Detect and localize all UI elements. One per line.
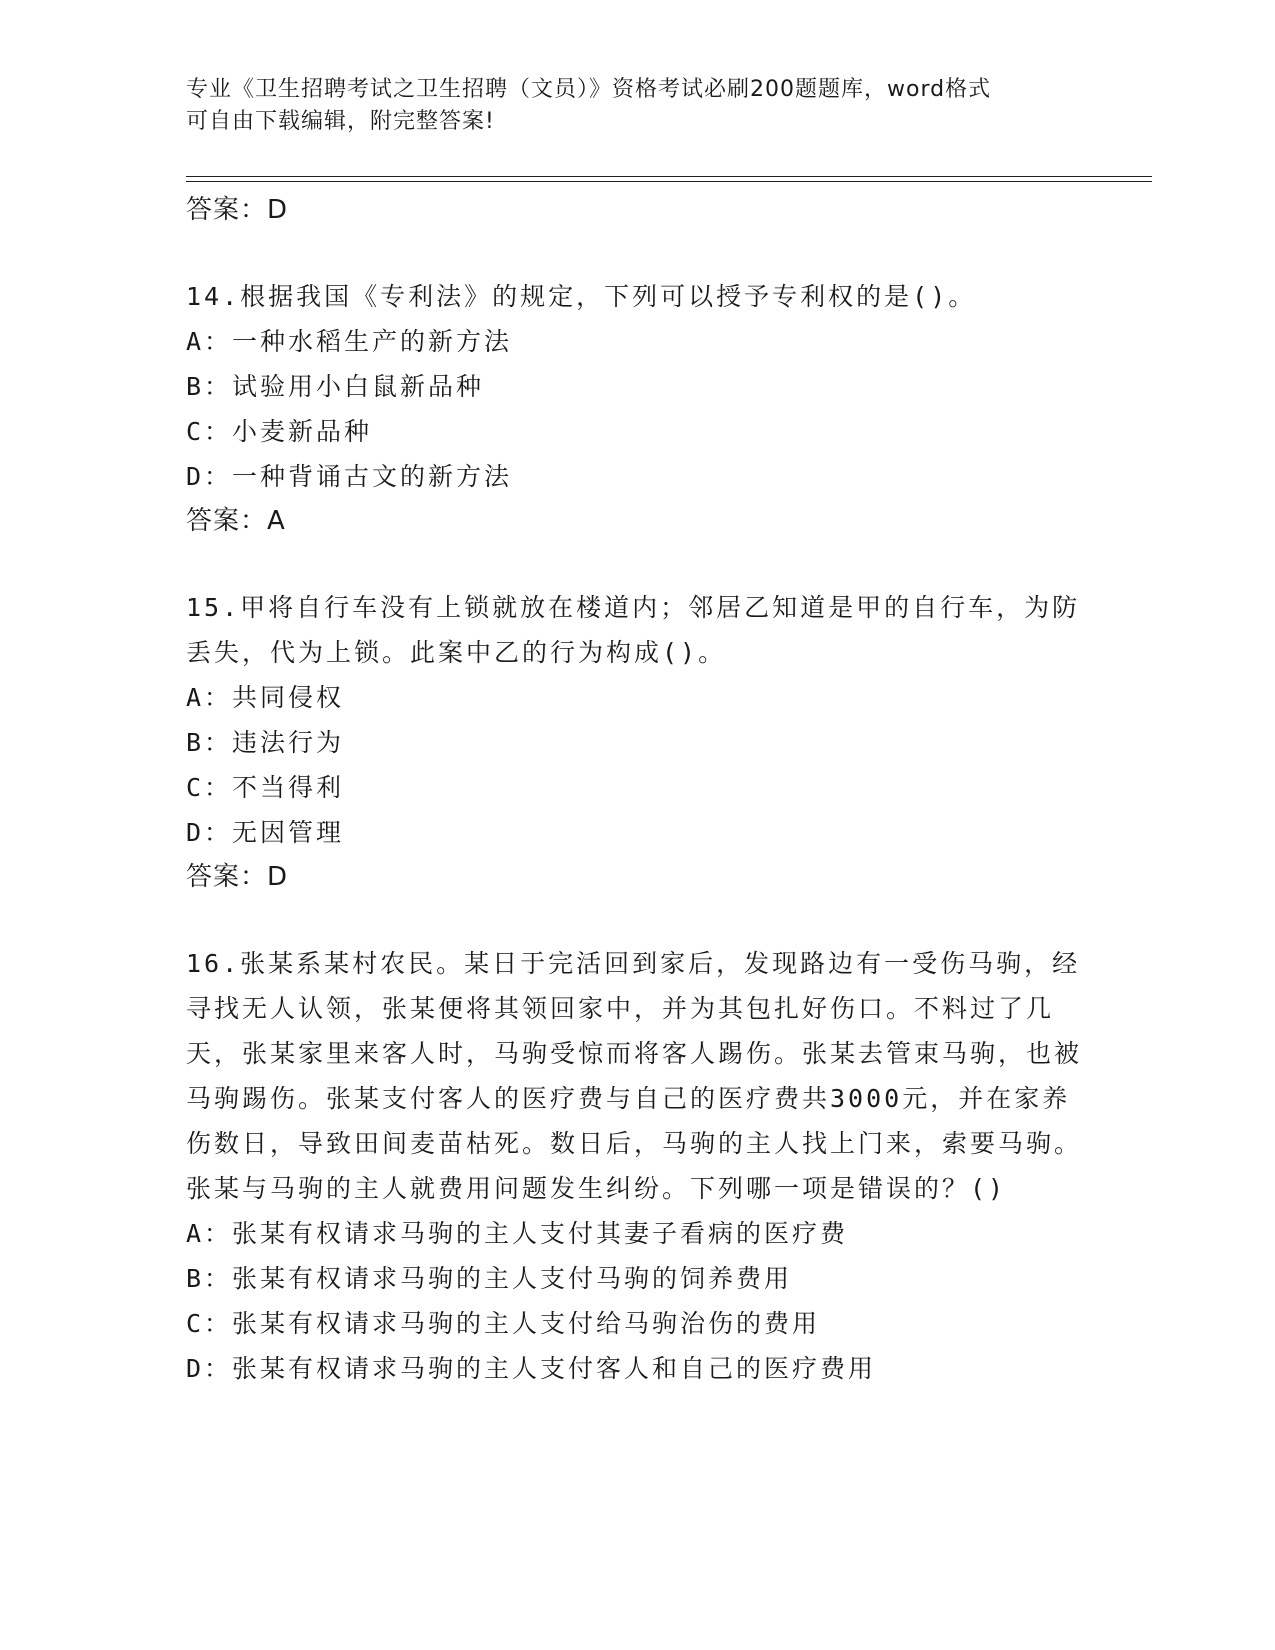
question-stem: 15.甲将自行车没有上锁就放在楼道内；邻居乙知道是甲的自行车，为防丢失，代为上锁。此案中乙的行为构成()。 — [186, 593, 1081, 667]
option-b: B：违法行为 — [186, 728, 345, 757]
answer-label: 答案：A — [186, 506, 286, 536]
spacer — [186, 543, 1086, 585]
question-stem: 16.张某系某村农民。某日于完活回到家后，发现路边有一受伤马驹，经寻找无人认领，张某便将其领回家中，并为其包扎好伤口。不料过了几天，张某家里来客人时，马驹受惊而将客人踢伤。张某去管束马驹，也被马驹踢伤。张某支付客人的医疗费与自己的医疗费共3000元，并在家养伤数日，导致田间麦苗枯死。数日后，马驹的主人找上门来，索要马驹。张某与马驹的主人就费用问题发生纠纷。下列哪一项是错误的？() — [186, 949, 1083, 1203]
option-d: D：张某有权请求马驹的主人支付客人和自己的医疗费用 — [186, 1354, 877, 1383]
option-c: C：不当得利 — [186, 773, 345, 802]
answer-label: 答案：D — [186, 195, 289, 225]
question-stem: 14.根据我国《专利法》的规定，下列可以授予专利权的是()。 — [186, 282, 977, 311]
question-list — [186, 188, 1086, 1391]
option-a: A：共同侵权 — [186, 683, 345, 712]
option-c: C：张某有权请求马驹的主人支付给马驹治伤的费用 — [186, 1309, 821, 1338]
header-rule-bottom — [186, 181, 1152, 182]
question-15 — [186, 585, 1086, 899]
question-16 — [186, 941, 1086, 1391]
answer-label: 答案：D — [186, 862, 289, 892]
document-header: 专业《卫生招聘考试之卫生招聘（文员）》资格考试必刷200题题库，word格式 可自由下载编辑，附完整答案! — [186, 77, 992, 134]
option-a: A：一种水稻生产的新方法 — [186, 327, 513, 356]
question-14 — [186, 274, 1086, 543]
option-b: B：张某有权请求马驹的主人支付马驹的饲养费用 — [186, 1264, 793, 1293]
option-b: B：试验用小白鼠新品种 — [186, 372, 485, 401]
header-rule-top — [186, 176, 1152, 177]
option-d: D：一种背诵古文的新方法 — [186, 462, 513, 491]
option-a: A：张某有权请求马驹的主人支付其妻子看病的医疗费 — [186, 1219, 849, 1248]
spacer — [186, 899, 1086, 941]
spacer — [186, 232, 1086, 274]
option-c: C：小麦新品种 — [186, 417, 373, 446]
option-d: D：无因管理 — [186, 818, 345, 847]
